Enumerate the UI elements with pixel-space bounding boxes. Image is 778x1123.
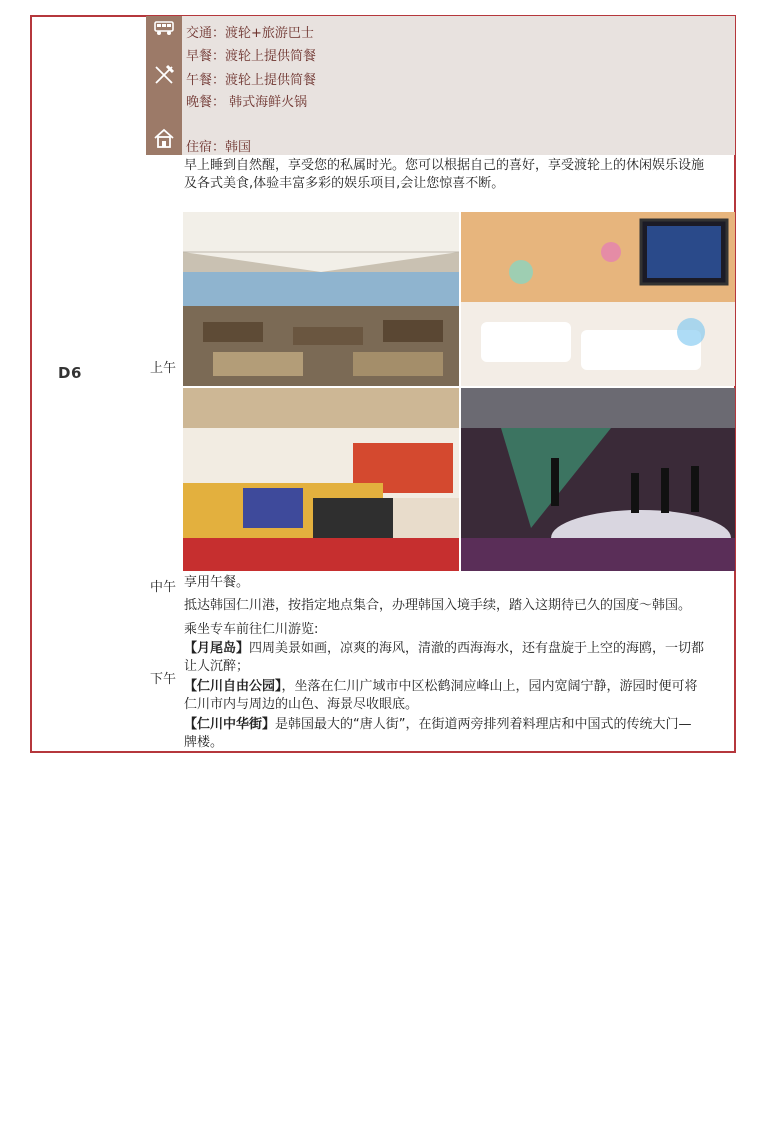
photo-dance-hall [461,388,735,571]
house-icon [146,128,182,148]
photo-karaoke-room [461,212,735,386]
icon-column [146,16,182,155]
afternoon-label: 下午 [150,672,177,687]
photo-deck-cafe [183,212,459,386]
bus-icon [146,20,182,36]
breakfast-info: 早餐：渡轮上提供简餐 [186,49,317,64]
transport-info: 交通：渡轮+旅游巴士 [186,26,314,41]
noon-label: 中午 [150,580,177,595]
trip-info-box [182,16,735,155]
spot-chinatown: 【仁川中华街】是韩国最大的“唐人街”，在街道两旁排列着料理店和中国式的传统大门— 牌楼。 [184,717,692,750]
noon-text: 享用午餐。 [184,575,250,590]
morning-text: 早上睡到自然醒，享受您的私属时光。您可以根据自己的喜好，享受渡轮上的休闲娱乐设施 及各式美食,体验丰富多彩的娱乐项目,会让您惊喜不断。 [184,158,705,191]
tour-intro: 乘坐专车前往仁川游览: [184,622,319,637]
morning-label: 上午 [150,361,177,376]
spot-freedom-park: 【仁川自由公园】，坐落在仁川广域市中区松鹤洞应峰山上，园内宽阔宁静，游园时便可将 仁川市内与周边的山色、海景尽收眼底。 [184,679,698,712]
lunch-info: 午餐：渡轮上提供简餐 [186,73,317,88]
lodging-info: 住宿：韩国 [186,140,252,155]
dinner-info: 晚餐： 韩式海鲜火锅 [186,95,308,110]
utensils-icon [146,64,182,86]
spot-wolmido: 【月尾岛】四周美景如画，凉爽的海风，清澈的西海海水，还有盘旋于上空的海鸥，一切都 让人沉醉； [184,641,705,674]
photo-duty-free-shop [183,388,459,571]
day-label: D6 [58,364,82,382]
arrival-text: 抵达韩国仁川港，按指定地点集合，办理韩国入境手续，踏入这期待已久的国度～韩国。 [184,598,692,613]
